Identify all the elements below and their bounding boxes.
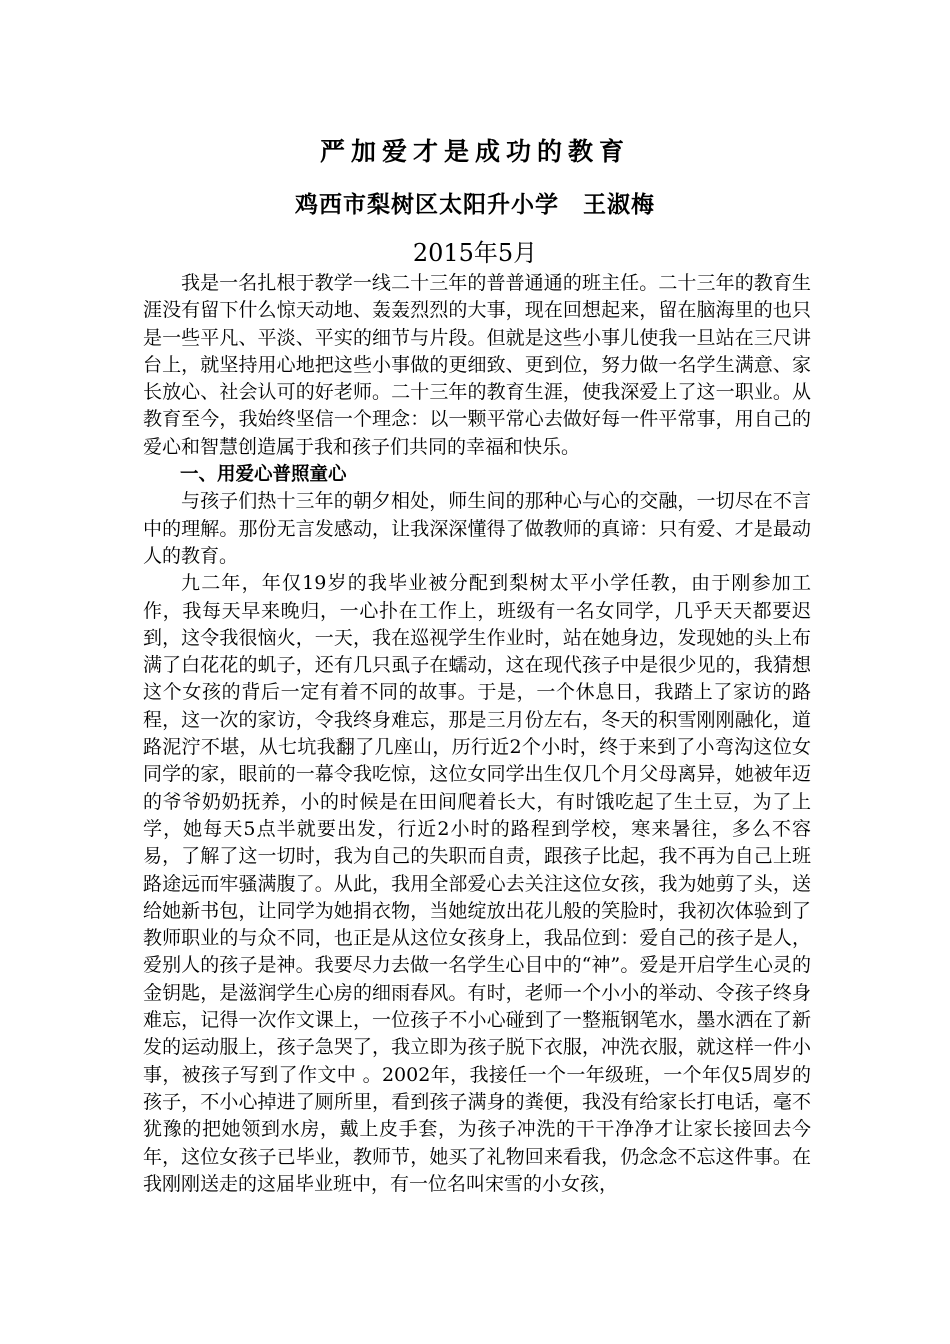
section-heading: 一、用爱心普照童心: [180, 464, 347, 486]
document-title: 严加爱才是成功的教育: [319, 137, 630, 166]
body-paragraph: 九二年，年仅19岁的我毕业被分配到梨树太平小学任教，由于刚参加工作，我每天早来晚归，一心扑在工作上，班级有一名女同学，几乎天天都要迟到，这令我很恼火，一天，我在巡视学生作业时，站在她身边，发现她的头上布满了白花花的虮子，还有几只虱子在蠕动，这在现代孩子中是很少见的，我猜想这个女孩的背后一定有着不同的故事。于是，一个休息日，我踏上了家访的路程，这一次的家访，令我终身难忘，那是三月份左右，冬天的积雪刚刚融化，道路泥泞不堪，从七坑我翻了几座山，历行近2个小时，终于来到了小弯沟这位女同学的家，眼前的一幕令我吃惊，这位女同学出生仅几个月父母离异，她被年迈的爷爷奶奶抚养，小的时候是在田间爬着长大，有时饿吃起了生土豆，为了上学，她每天5点半就要出发，行近2小时的路程到学校，寒来暑往，多么不容易，了解了这一切时，我为自己的失职而自责，跟孩子比起，我不再为自己上班路途远而牢骚满腹了。从此，我用全部爱心去关注这位女孩，我为她剪了头，送给她新书包，让同学为她捐衣物，当她绽放出花儿般的笑脸时，我初次体验到了教师职业的与众不同，也正是从这位女孩身上，我品位到：爱自己的孩子是人，爱别人的孩子是神。我要尽力去做一名学生心目中的“神”。爱是开启学生心灵的金钥匙，是滋润学生心房的细雨春风。有时，老师一个小小的举动、令孩子终身难忘，记得一次作文课上，一位孩子不小心碰到了一整瓶钢笔水，墨水洒在了新发的运动服上，孩子急哭了，我立即为孩子脱下衣服，冲洗衣服，就这样一件小事，被孩子写到了作文中 。2002年，我接任一个一年级班，一个年仅5周岁的孩子，不小心掉进了厕所里，看到孩子满身的粪便，我没有给家长打电话，毫不犹豫的把她领到水房，戴上皮手套，为孩子冲洗的干干净净才让家长接回去今年，这位女孩子已毕业，教师节，她买了礼物回来看我，仍念念不忘这件事。在我刚刚送走的这届毕业班中，有一位名叫宋雪的小女孩，: [143, 572, 811, 1195]
author-line: 鸡西市梨树区太阳升小学 王淑梅: [295, 191, 655, 218]
document-body: [143, 270, 811, 1198]
document-date: 2015年5月: [412, 239, 538, 267]
body-paragraph: 与孩子们热十三年的朝夕相处，师生间的那种心与心的交融，一切尽在不言中的理解。那份无言发感动，让我深深懂得了做教师的真谛：只有爱、才是最动人的教育。: [143, 490, 811, 567]
intro-paragraph: 我是一名扎根于教学一线二十三年的普普通通的班主任。二十三年的教育生涯没有留下什么惊天动地、轰轰烈烈的大事，现在回想起来，留在脑海里的也只是一些平凡、平淡、平实的细节与片段。但就是这些小事儿使我一旦站在三尺讲台上，就坚持用心地把这些小事做的更细致、更到位，努力做一名学生满意、家长放心、社会认可的好老师。二十三年的教育生涯，使我深爱上了这一职业。从教育至今，我始终坚信一个理念：以一颗平常心去做好每一件平常事，用自己的爱心和智慧创造属于我和孩子们共同的幸福和快乐。: [143, 272, 811, 458]
